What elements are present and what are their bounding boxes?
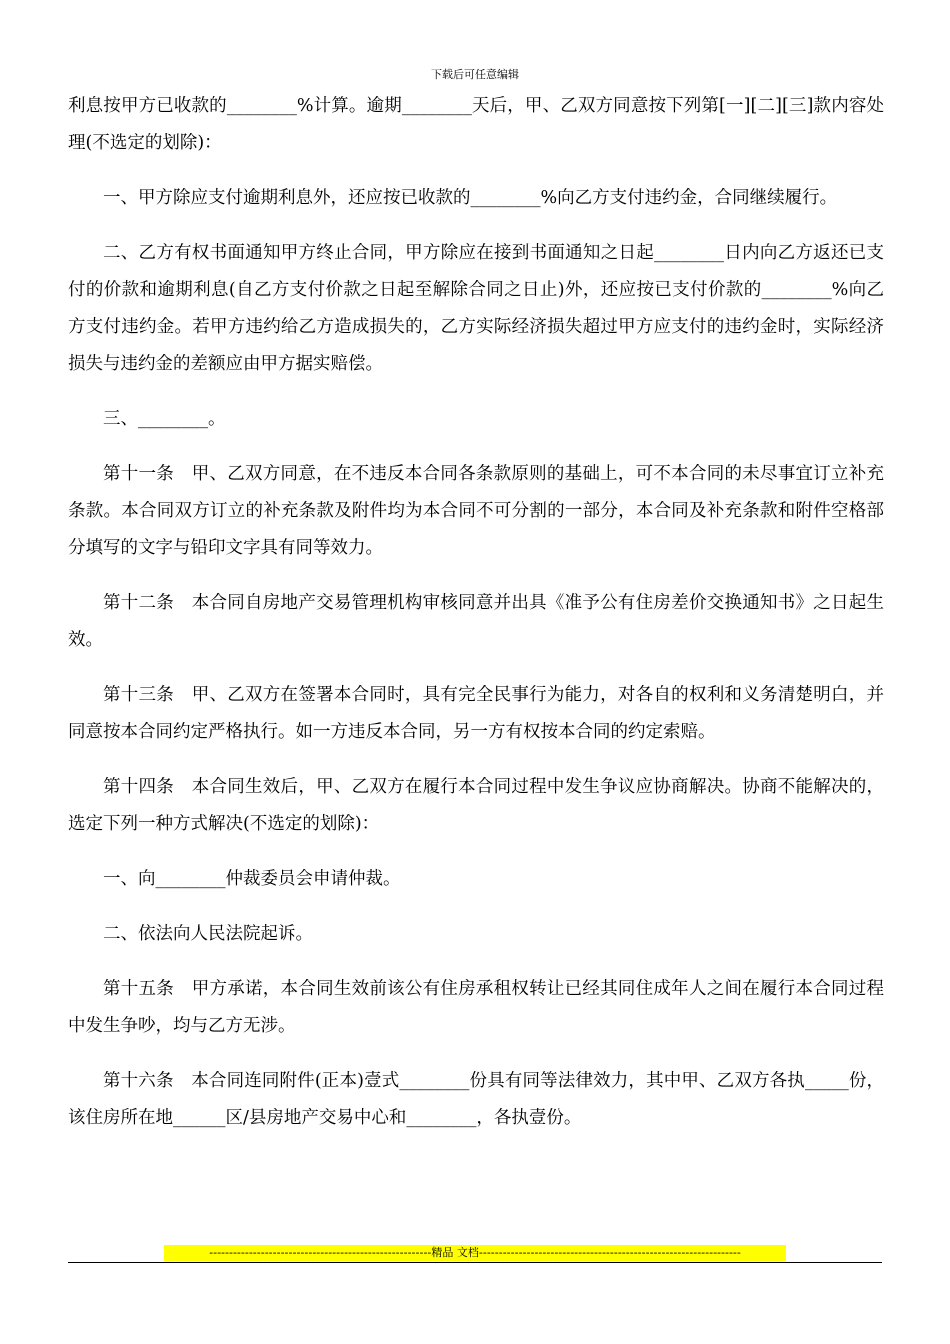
paragraph-continuation: 利息按甲方已收款的________%计算。逾期________天后，甲、乙双方同意按下列第[一][二][三]款内容处理(不选定的划除)：: [68, 96, 884, 153]
paragraph-option-one: 一、甲方除应支付逾期利息外，还应按已收款的________%向乙方支付违约金，合同继续履行。: [103, 188, 838, 208]
clause-thirteen: 第十三条 甲、乙双方在签署本合同时，具有完全民事行为能力，对各自的权利和义务清楚明白，并同意按本合同约定严格执行。如一方违反本合同，另一方有权按本合同的约定索赔。: [68, 685, 884, 742]
footer-divider: [68, 1262, 882, 1263]
clause-sixteen: 第十六条 本合同连同附件(正本)壹式________份具有同等法律效力，其中甲、乙双方各执_____份，该住房所在地______区/县房地产交易中心和________，各执壹份。: [68, 1071, 884, 1128]
document-body: [68, 88, 884, 1137]
clause-fourteen: 第十四条 本合同生效后，甲、乙双方在履行本合同过程中发生争议应协商解决。协商不能解决的，选定下列一种方式解决(不选定的划除)：: [68, 777, 884, 834]
header-note: 下载后可任意编辑: [431, 68, 519, 81]
clause-fourteen-option-one: 一、向________仲裁委员会申请仲裁。: [103, 869, 401, 889]
clause-fourteen-option-two: 二、依法向人民法院起诉。: [103, 924, 313, 944]
clause-fifteen: 第十五条 甲方承诺，本合同生效前该公有住房承租权转让已经其同住成年人之间在履行本合同过程中发生争吵，均与乙方无涉。: [68, 979, 884, 1036]
clause-twelve: 第十二条 本合同自房地产交易管理机构审核同意并出具《准予公有住房差价交换通知书》之日起生效。: [68, 593, 884, 650]
paragraph-option-three: 三、________。: [103, 409, 226, 429]
footer-highlight-band: --------------------------------------------------------精品 文档------------------------------------------------------------------: [164, 1245, 786, 1261]
clause-eleven: 第十一条 甲、乙双方同意，在不违反本合同各条款原则的基础上，可不本合同的未尽事宜订立补充条款。本合同双方订立的补充条款及附件均为本合同不可分割的一部分，本合同及补充条款和附件空格部分填写的文字与铅印文字具有同等效力。: [68, 464, 884, 558]
paragraph-option-two: 二、乙方有权书面通知甲方终止合同，甲方除应在接到书面通知之日起________日内向乙方返还已支付的价款和逾期利息(自乙方支付价款之日起至解除合同之日止)外，还应按已支付价款的________%向乙方支付违约金。若甲方违约给乙方造成损失的，乙方实际经济损失超过甲方应支付的违约金时，实际经济损失与违约金的差额应由甲方据实赔偿。: [68, 243, 884, 374]
